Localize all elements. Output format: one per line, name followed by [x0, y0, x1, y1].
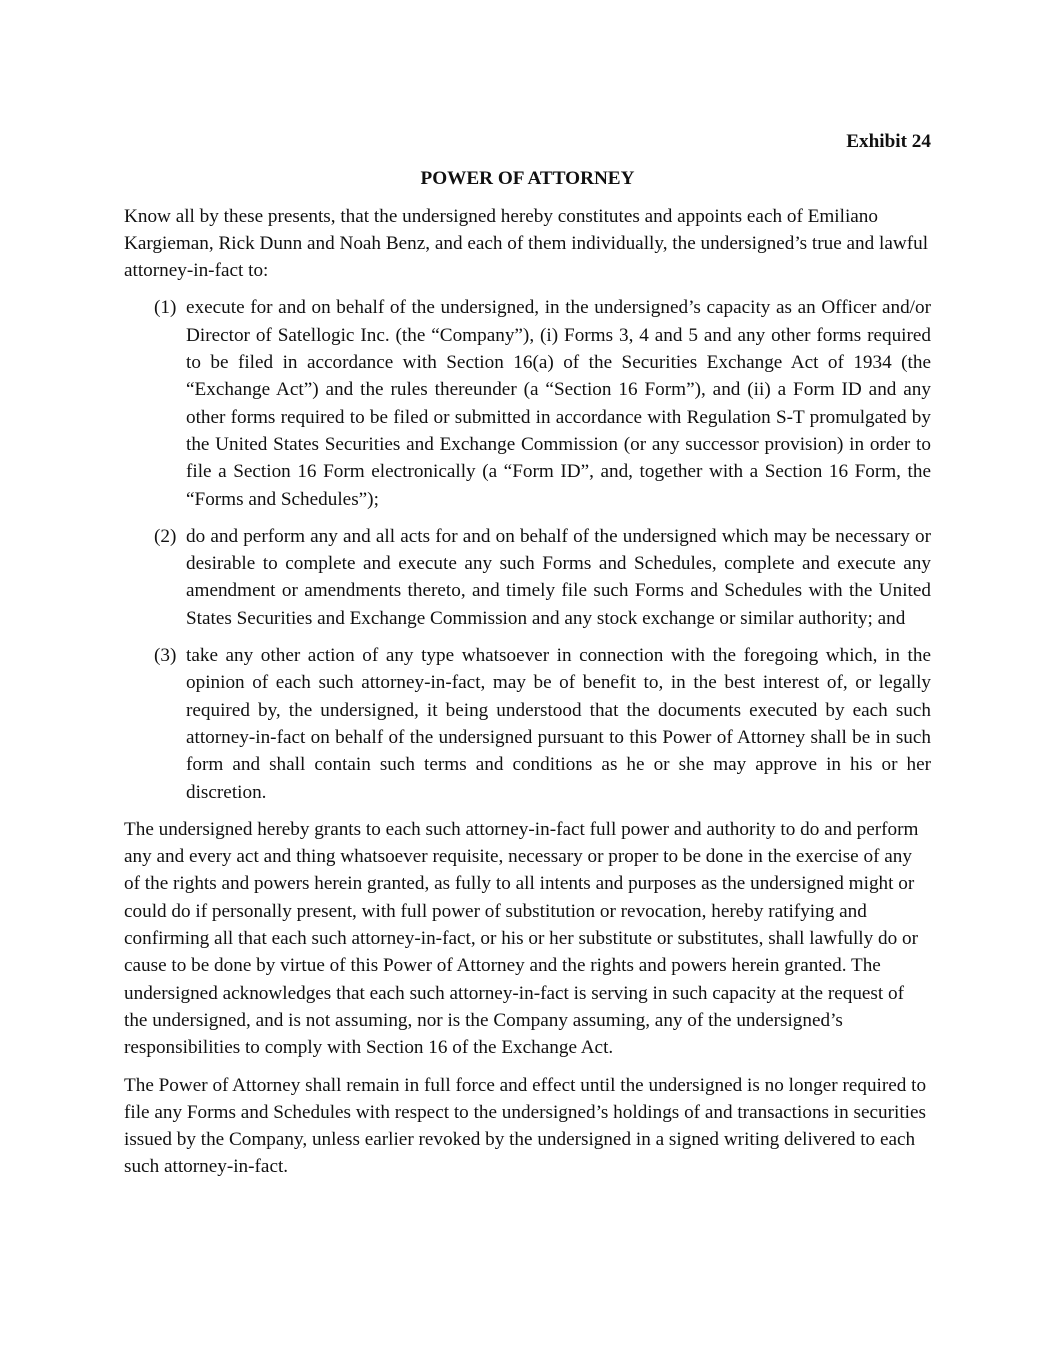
list-item-number: (2) [154, 525, 177, 547]
exhibit-label: Exhibit 24 [846, 131, 931, 152]
document-title: POWER OF ATTORNEY [420, 168, 635, 190]
duration-paragraph: The Power of Attorney shall remain in full force and effect until the undersigned is no longer required to file any Forms and Schedules with respect to the undersigned’s holdings of and transactions in securities issued by the Company, unless earlier revoked by the undersigned in a signed writing delivered to each such attorney-in-fact. [124, 1074, 927, 1178]
list-item-text: execute for and on behalf of the undersigned, in the undersigned’s capacity as an Officer and/or Director of Satellogic Inc. (the “Company”), (i) Forms 3, 4 and 5 and any other forms required to be filed in accordance with Section 16(a) of the Securities Exchange Act of 1934 (the “Exchange Act”) and the rules thereunder (a “Section 16 Form”), and (ii) a Form ID and any other forms required to be filed or submitted in accordance with Regulation S-T promulgated by the United States Securities and Exchange Commission (or any successor provision) in order to file a Section 16 Form electronically (a “Form ID”, and, together with a Section 16 Form, the “Forms and Schedules”); [186, 297, 931, 510]
list-item-text: do and perform any and all acts for and on behalf of the undersigned which may be necessary or desirable to complete and execute any such Forms and Schedules, complete and execute any amendment or amendments thereto, and timely file such Forms and Schedules with the United States Securities and Exchange Commission and any stock exchange or similar authority; and [186, 525, 931, 629]
document-page [124, 128, 931, 1191]
list-item-number: (1) [154, 297, 177, 319]
grant-paragraph: The undersigned hereby grants to each such attorney-in-fact full power and authority to do and perform any and every act and thing whatsoever requisite, necessary or proper to be done in the exercise of any of the rights and powers herein granted, as fully to all intents and purposes as the undersigned might or could do if personally present, with full power of substitution or revocation, hereby ratifying and confirming all that each such attorney-in-fact, or his or her substitute or substitutes, shall lawfully do or cause to be done by virtue of this Power of Attorney and the rights and powers herein granted. The undersigned acknowledges that each such attorney-in-fact is serving in such capacity at the request of the undersigned, and is not assuming, nor is the Company assuming, any of the undersigned’s responsibilities to comply with Section 16 of the Exchange Act. [124, 818, 919, 1059]
list-item [124, 642, 931, 806]
powers-list [124, 294, 931, 805]
list-item [124, 523, 931, 632]
list-item [124, 294, 931, 512]
list-item-number: (3) [154, 645, 177, 667]
intro-paragraph: Know all by these presents, that the undersigned hereby constitutes and appoints each of Emiliano Kargieman, Rick Dunn and Noah Benz, and each of them individually, the undersigned’s true and lawful attorney-in-fact to: [124, 205, 929, 282]
list-item-text: take any other action of any type whatsoever in connection with the foregoing which, in the opinion of each such attorney-in-fact, may be of benefit to, in the best interest of, or legally required by, the undersigned, it being understood that the documents executed by each such attorney-in-fact on behalf of the undersigned pursuant to this Power of Attorney shall be in such form and shall contain such terms and conditions as he or she may approve in his or her discretion. [186, 645, 931, 803]
